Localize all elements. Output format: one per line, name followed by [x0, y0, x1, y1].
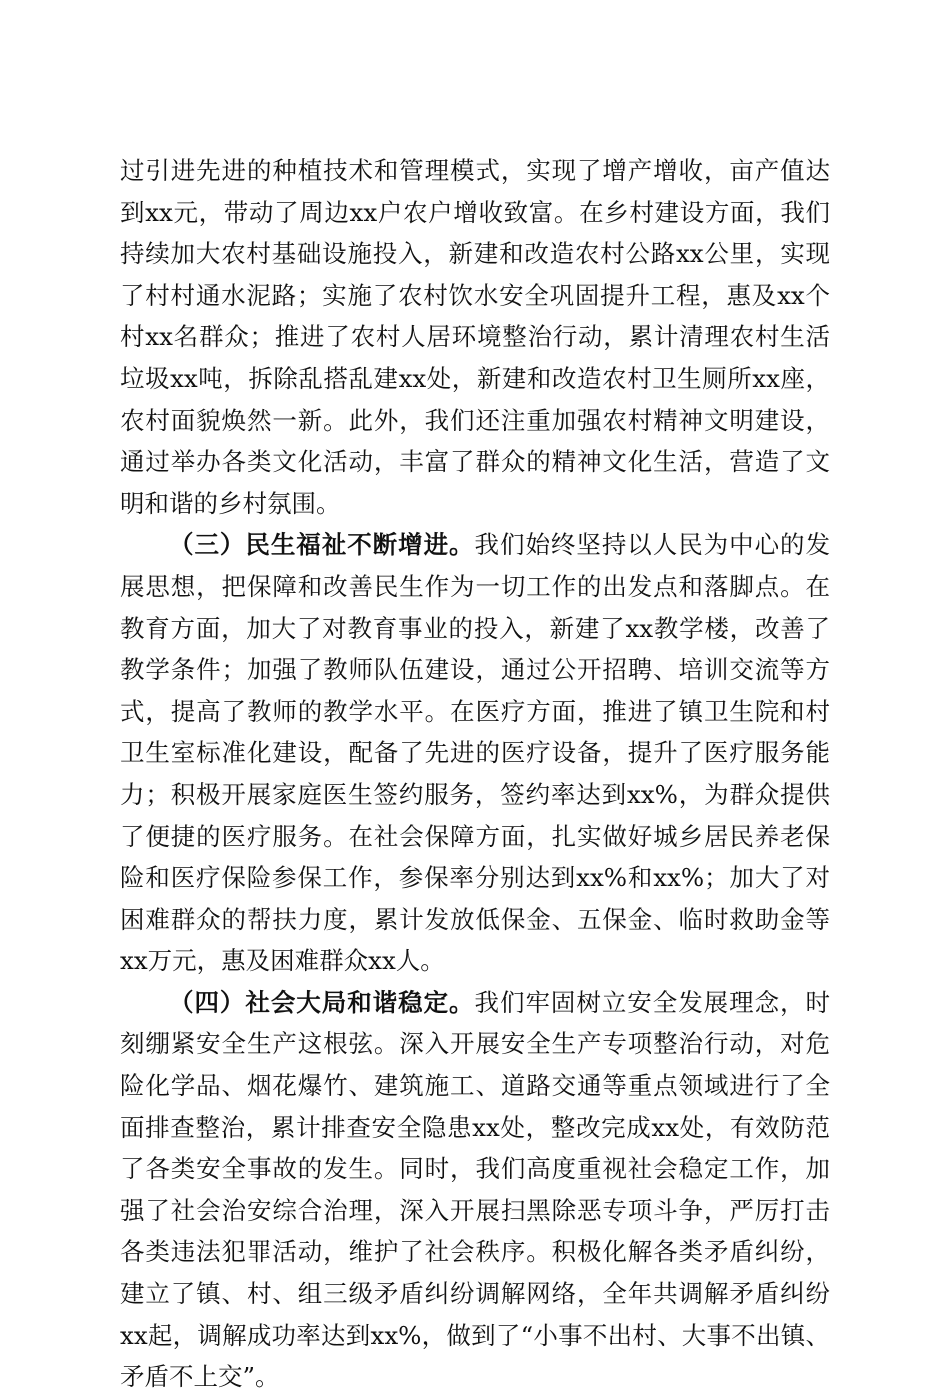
paragraph-body: 我们始终坚持以人民为中心的发展思想，把保障和改善民生作为一切工作的出发点和落脚点。在教育方面，加大了对教育事业的投入，新建了xx教学楼，改善了教学条件；加强了教师队伍建设，通过公开招聘、培训交流等方式，提高了教师的教学水平。在医疗方面，推进了镇卫生院和村卫生室标准化建设，配备了先进的医疗设备，提升了医疗服务能力；积极开展家庭医生签约服务，签约率达到xx%，为群众提供了便捷的医疗服务。在社会保障方面，扎实做好城乡居民养老保险和医疗保险参保工作，参保率分别达到xx%和xx%；加大了对困难群众的帮扶力度，累计发放低保金、五保金、临时救助金等xx万元，惠及困难群众xx人。 — [120, 530, 831, 976]
paragraph-body: 过引进先进的种植技术和管理模式，实现了增产增收，亩产值达到xx元，带动了周边xx户农户增收致富。在乡村建设方面，我们持续加大农村基础设施投入，新建和改造农村公路xx公里，实现了村村通水泥路；实施了农村饮水安全巩固提升工程，惠及xx个村xx名群众；推进了农村人居环境整治行动，累计清理农村生活垃圾xx吨，拆除乱搭乱建xx处，新建和改造农村卫生厕所xx座，农村面貌焕然一新。此外，我们还注重加强农村精神文明建设，通过举办各类文化活动，丰富了群众的精神文化生活，营造了文明和谐的乡村氛围。 — [120, 156, 830, 518]
section-heading-livelihood: （三）民生福祉不断增进。 — [169, 530, 475, 560]
section-heading-social-stability: （四）社会大局和谐稳定。 — [169, 987, 475, 1017]
paragraph-rural-construction — [120, 150, 830, 524]
paragraph-livelihood — [120, 524, 830, 982]
paragraph-body: 我们牢固树立安全发展理念，时刻绷紧安全生产这根弦。深入开展安全生产专项整治行动，对危险化学品、烟花爆竹、建筑施工、道路交通等重点领域进行了全面排查整治，累计排查安全隐患xx处，整改完成xx处，有效防范了各类安全事故的发生。同时，我们高度重视社会稳定工作，加强了社会治安综合治理，深入开展扫黑除恶专项斗争，严厉打击各类违法犯罪活动，维护了社会秩序。积极化解各类矛盾纠纷，建立了镇、村、组三级矛盾纠纷调解网络，全年共调解矛盾纠纷xx起，调解成功率达到xx%，做到了“小事不出村、大事不出镇、矛盾不上交”。 — [120, 987, 831, 1392]
document-page — [120, 150, 830, 1398]
paragraph-social-stability — [120, 982, 830, 1398]
